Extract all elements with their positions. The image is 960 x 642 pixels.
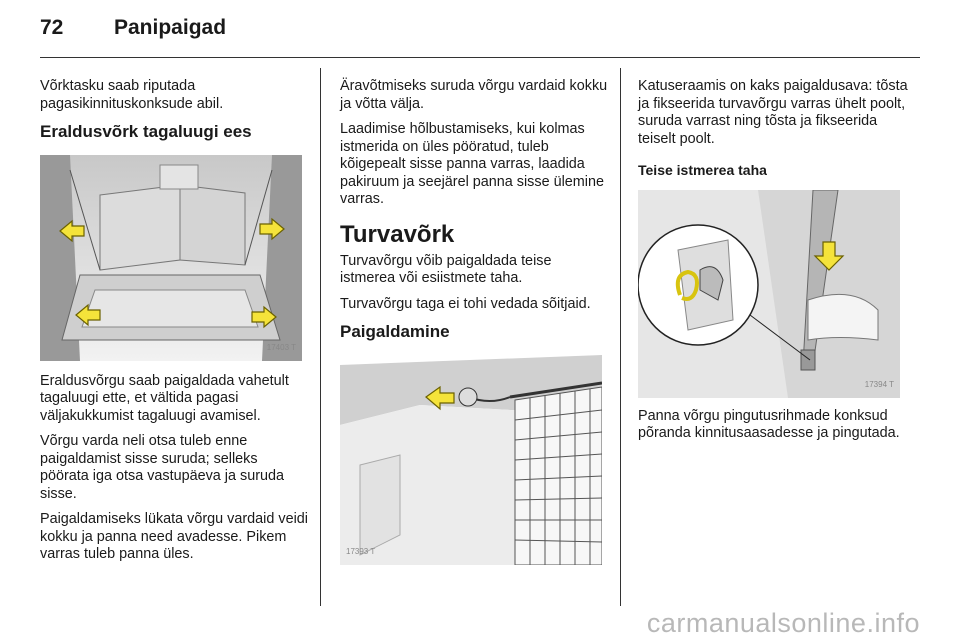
figure-net-installation bbox=[340, 355, 602, 565]
paragraph: Paigaldamiseks lükata võrgu vardaid veidi kokku ja panna need avadesse. Pikem varras tuleb panna üles. bbox=[40, 511, 308, 562]
paragraph: Laadimise hõlbustamiseks, kui kolmas istmerida on üles pööratud, tuleb kõigepealt sisse panna varras, laadida pakiruum ja seejärel panna sisse ülemine varras. bbox=[340, 121, 604, 207]
column-1 bbox=[40, 78, 308, 572]
column-divider-2 bbox=[620, 68, 621, 606]
paragraph: Äravõtmiseks suruda võrgu vardaid kokku ja võtta välja. bbox=[340, 78, 608, 112]
figure-cargo-area bbox=[40, 155, 302, 361]
figure-code: 17403 T bbox=[266, 343, 296, 352]
section-heading-installation: Paigaldamine bbox=[340, 322, 450, 341]
second-row-illustration bbox=[638, 190, 900, 398]
intro-paragraph: Võrktasku saab riputada pagasikinnituskonksude abil. bbox=[40, 78, 224, 112]
paragraph: Võrgu varda neli otsa tuleb enne paigaldamist sisse suruda; selleks pöörata iga otsa vastupäeva ja suruda sisse. bbox=[40, 433, 285, 502]
watermark: carmanualsonline.info bbox=[646, 608, 920, 638]
paragraph: Panna võrgu pingutusrihmade konksud põranda kinnitusaasadesse ja pingutada. bbox=[638, 407, 900, 441]
header-rule bbox=[40, 57, 920, 58]
column-3 bbox=[638, 78, 910, 451]
page-title: Panipaigad bbox=[114, 16, 227, 39]
paragraph: Katuseraamis on kaks paigaldusava: tõsta ja fikseerida turvavõrgu varras ühelt poolt, suruda varrast ning tõsta ja fikseerida teiselt poolt. bbox=[638, 78, 908, 147]
section-heading-second-row: Teise istmerea taha bbox=[638, 162, 767, 178]
paragraph: Turvavõrgu võib paigaldada teise istmerea või esiistmete taha. bbox=[340, 252, 552, 286]
cargo-area-illustration bbox=[40, 155, 302, 361]
figure-code: 17393 T bbox=[346, 547, 376, 556]
column-divider-1 bbox=[320, 68, 321, 606]
figure-second-row bbox=[638, 190, 900, 398]
section-heading-partition-net: Eraldusvõrk tagaluugi ees bbox=[40, 122, 252, 141]
figure-code: 17394 T bbox=[864, 380, 894, 389]
column-2 bbox=[340, 78, 608, 565]
paragraph: Eraldusvõrgu saab paigaldada vahetult tagaluugi ette, et vältida pagasi väljakukkumist tagaluugi avamisel. bbox=[40, 372, 289, 424]
section-heading-safety-net: Turvavõrk bbox=[340, 220, 455, 248]
page-number: 72 bbox=[40, 16, 64, 39]
net-installation-illustration bbox=[340, 355, 602, 565]
paragraph: Turvavõrgu taga ei tohi vedada sõitjaid. bbox=[340, 295, 591, 312]
